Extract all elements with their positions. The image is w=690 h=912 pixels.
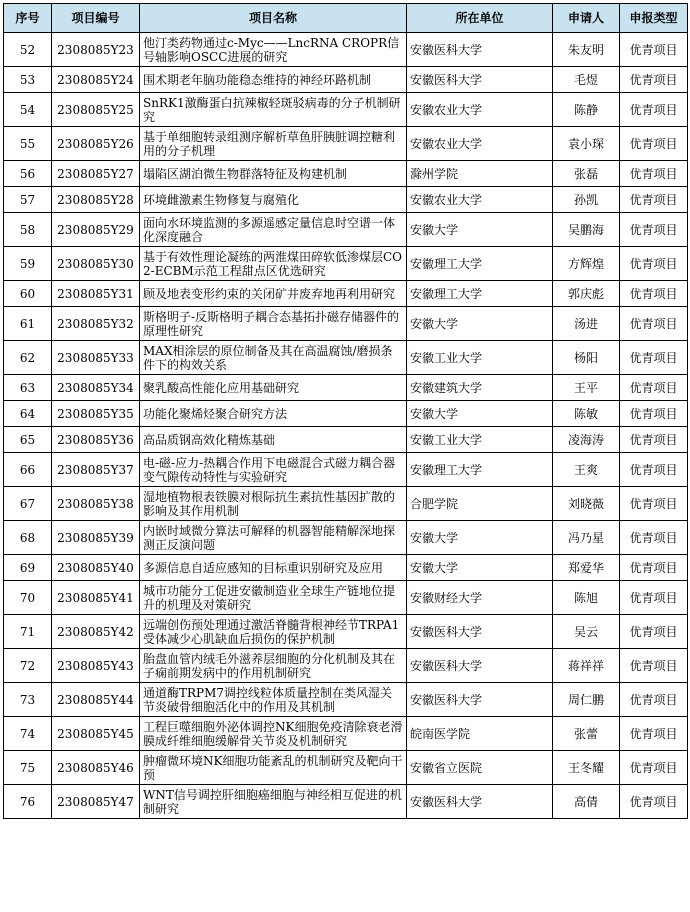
cell-applicant: 郭庆彪 [553,281,620,307]
header-project-name: 项目名称 [140,4,407,33]
cell-index: 73 [4,683,52,717]
cell-project-code: 2308085Y37 [52,453,140,487]
cell-unit: 安徽大学 [407,521,553,555]
cell-type: 优青项目 [620,307,688,341]
cell-unit: 安徽医科大学 [407,649,553,683]
cell-project-name: 通道酶TRPM7调控线粒体质量控制在类风湿关节炎破骨细胞活化中的作用及其机制 [140,683,407,717]
cell-type: 优青项目 [620,213,688,247]
cell-unit: 安徽医科大学 [407,615,553,649]
cell-applicant: 张磊 [553,161,620,187]
cell-type: 优青项目 [620,93,688,127]
header-applicant: 申请人 [553,4,620,33]
cell-unit: 安徽省立医院 [407,751,553,785]
cell-project-code: 2308085Y39 [52,521,140,555]
cell-type: 优青项目 [620,427,688,453]
cell-unit: 安徽理工大学 [407,281,553,307]
cell-index: 66 [4,453,52,487]
table-row [4,161,688,187]
cell-unit: 安徽医科大学 [407,67,553,93]
table-row [4,33,688,67]
cell-type: 优青项目 [620,33,688,67]
cell-project-code: 2308085Y45 [52,717,140,751]
table-row [4,751,688,785]
table-row [4,401,688,427]
cell-project-code: 2308085Y42 [52,615,140,649]
cell-applicant: 方辉煌 [553,247,620,281]
cell-applicant: 凌海涛 [553,427,620,453]
table-row [4,555,688,581]
cell-unit: 安徽医科大学 [407,785,553,819]
cell-type: 优青项目 [620,161,688,187]
cell-type: 优青项目 [620,67,688,93]
cell-index: 59 [4,247,52,281]
cell-unit: 安徽医科大学 [407,683,553,717]
cell-index: 62 [4,341,52,375]
table-row [4,427,688,453]
cell-index: 75 [4,751,52,785]
cell-index: 53 [4,67,52,93]
cell-project-code: 2308085Y44 [52,683,140,717]
cell-project-name: 围术期老年脑功能稳态维持的神经环路机制 [140,67,407,93]
cell-type: 优青项目 [620,581,688,615]
cell-unit: 安徽农业大学 [407,93,553,127]
table-row [4,649,688,683]
cell-index: 55 [4,127,52,161]
cell-unit: 合肥学院 [407,487,553,521]
cell-unit: 安徽理工大学 [407,247,553,281]
cell-unit: 安徽农业大学 [407,187,553,213]
cell-type: 优青项目 [620,683,688,717]
table-row [4,127,688,161]
cell-project-name: 高品质钢高效化精炼基础 [140,427,407,453]
cell-project-name: 他汀类药物通过c-Myc——LncRNA CROPR信号轴影响OSCC进展的研究 [140,33,407,67]
header-project-code: 项目编号 [52,4,140,33]
table-row [4,521,688,555]
cell-project-code: 2308085Y26 [52,127,140,161]
cell-type: 优青项目 [620,187,688,213]
table-row [4,307,688,341]
cell-applicant: 袁小琛 [553,127,620,161]
cell-type: 优青项目 [620,341,688,375]
cell-project-code: 2308085Y33 [52,341,140,375]
cell-unit: 安徽医科大学 [407,33,553,67]
cell-applicant: 蒋祥祥 [553,649,620,683]
cell-unit: 安徽工业大学 [407,341,553,375]
cell-type: 优青项目 [620,615,688,649]
cell-project-name: 顾及地表变形约束的关闭矿井废弃地再利用研究 [140,281,407,307]
table-row [4,187,688,213]
table-row [4,375,688,401]
cell-unit: 皖南医学院 [407,717,553,751]
cell-project-code: 2308085Y38 [52,487,140,521]
cell-type: 优青项目 [620,521,688,555]
cell-project-name: 功能化聚烯烃聚合研究方法 [140,401,407,427]
table-header-row [4,4,688,33]
cell-applicant: 杨阳 [553,341,620,375]
table-row [4,341,688,375]
cell-index: 61 [4,307,52,341]
cell-project-name: 环境雌激素生物修复与腐殖化 [140,187,407,213]
table-row [4,785,688,819]
cell-type: 优青项目 [620,401,688,427]
table-row [4,453,688,487]
cell-project-code: 2308085Y32 [52,307,140,341]
table-row [4,213,688,247]
cell-type: 优青项目 [620,375,688,401]
cell-project-name: 湿地植物根表铁膜对根际抗生素抗性基因扩散的影响及其作用机制 [140,487,407,521]
cell-project-name: 电-磁-应力-热耦合作用下电磁混合式磁力耦合器变气隙传动特性与实验研究 [140,453,407,487]
cell-project-code: 2308085Y35 [52,401,140,427]
cell-project-code: 2308085Y28 [52,187,140,213]
cell-index: 52 [4,33,52,67]
cell-unit: 安徽大学 [407,213,553,247]
cell-unit: 安徽大学 [407,401,553,427]
cell-applicant: 陈静 [553,93,620,127]
cell-index: 54 [4,93,52,127]
cell-project-name: 斯格明子-反斯格明子耦合态基拓扑磁存储器件的原理性研究 [140,307,407,341]
cell-project-name: SnRK1激酶蛋白抗辣椒轻斑驳病毒的分子机制研究 [140,93,407,127]
cell-applicant: 孙凯 [553,187,620,213]
cell-index: 63 [4,375,52,401]
header-index: 序号 [4,4,52,33]
cell-type: 优青项目 [620,717,688,751]
cell-project-name: 肿瘤微环境NK细胞功能紊乱的机制研究及靶向干预 [140,751,407,785]
cell-unit: 安徽农业大学 [407,127,553,161]
cell-unit: 安徽工业大学 [407,427,553,453]
cell-type: 优青项目 [620,487,688,521]
cell-project-name: 面向水环境监测的多源遥感定量信息时空谱一体化深度融合 [140,213,407,247]
cell-type: 优青项目 [620,785,688,819]
cell-project-code: 2308085Y36 [52,427,140,453]
cell-applicant: 吴鹏海 [553,213,620,247]
cell-project-code: 2308085Y24 [52,67,140,93]
cell-index: 70 [4,581,52,615]
cell-index: 72 [4,649,52,683]
cell-index: 68 [4,521,52,555]
table-row [4,487,688,521]
cell-index: 60 [4,281,52,307]
cell-unit: 安徽财经大学 [407,581,553,615]
cell-index: 65 [4,427,52,453]
cell-index: 58 [4,213,52,247]
cell-applicant: 冯乃星 [553,521,620,555]
cell-project-name: 胎盘血管内绒毛外滋养层细胞的分化机制及其在子痫前期发病中的作用机制研究 [140,649,407,683]
cell-project-name: 聚乳酸高性能化应用基础研究 [140,375,407,401]
table-row [4,247,688,281]
cell-applicant: 郑爱华 [553,555,620,581]
cell-type: 优青项目 [620,281,688,307]
cell-project-name: WNT信号调控肝细胞癌细胞与神经相互促进的机制研究 [140,785,407,819]
cell-project-name: 内嵌时域微分算法可解释的机器智能精解深地探测正反演问题 [140,521,407,555]
cell-index: 74 [4,717,52,751]
cell-unit: 安徽大学 [407,307,553,341]
cell-applicant: 陈敏 [553,401,620,427]
cell-applicant: 吴云 [553,615,620,649]
cell-project-code: 2308085Y43 [52,649,140,683]
cell-project-name: 基于单细胞转录组测序解析草鱼肝胰脏调控糖利用的分子机理 [140,127,407,161]
cell-type: 优青项目 [620,751,688,785]
cell-type: 优青项目 [620,247,688,281]
cell-project-code: 2308085Y31 [52,281,140,307]
cell-project-code: 2308085Y23 [52,33,140,67]
cell-unit: 滁州学院 [407,161,553,187]
cell-applicant: 朱友明 [553,33,620,67]
cell-unit: 安徽大学 [407,555,553,581]
cell-index: 56 [4,161,52,187]
cell-unit: 安徽理工大学 [407,453,553,487]
table-row [4,717,688,751]
cell-index: 64 [4,401,52,427]
table-row [4,581,688,615]
header-type: 申报类型 [620,4,688,33]
cell-applicant: 毛煜 [553,67,620,93]
cell-applicant: 王平 [553,375,620,401]
cell-project-name: 工程巨噬细胞外泌体调控NK细胞免疫清除衰老滑膜成纤维细胞缓解骨关节炎及机制研究 [140,717,407,751]
cell-index: 57 [4,187,52,213]
table-row [4,67,688,93]
cell-project-code: 2308085Y46 [52,751,140,785]
cell-project-code: 2308085Y40 [52,555,140,581]
table-row [4,281,688,307]
cell-project-name: 多源信息自适应感知的目标重识别研究及应用 [140,555,407,581]
cell-applicant: 周仁鹏 [553,683,620,717]
cell-project-code: 2308085Y41 [52,581,140,615]
table-row [4,93,688,127]
cell-type: 优青项目 [620,555,688,581]
cell-project-name: 远端创伤预处理通过激活脊髓背根神经节TRPA1受体减少心肌缺血后损伤的保护机制 [140,615,407,649]
cell-unit: 安徽建筑大学 [407,375,553,401]
header-unit: 所在单位 [407,4,553,33]
project-table [3,3,688,819]
cell-applicant: 王冬耀 [553,751,620,785]
cell-applicant: 张蕾 [553,717,620,751]
cell-project-code: 2308085Y47 [52,785,140,819]
cell-applicant: 陈旭 [553,581,620,615]
cell-index: 69 [4,555,52,581]
cell-project-code: 2308085Y34 [52,375,140,401]
cell-project-code: 2308085Y30 [52,247,140,281]
cell-project-code: 2308085Y25 [52,93,140,127]
cell-index: 76 [4,785,52,819]
cell-project-name: 基于有效性理论凝练的两淮煤田碎软低渗煤层CO2-ECBM示范工程甜点区优选研究 [140,247,407,281]
cell-applicant: 刘晓薇 [553,487,620,521]
cell-project-name: 塌陷区湖泊微生物群落特征及构建机制 [140,161,407,187]
table-row [4,615,688,649]
cell-project-name: MAX相涂层的原位制备及其在高温腐蚀/磨损条件下的构效关系 [140,341,407,375]
cell-project-code: 2308085Y27 [52,161,140,187]
cell-applicant: 汤进 [553,307,620,341]
cell-applicant: 高倩 [553,785,620,819]
cell-index: 67 [4,487,52,521]
table-row [4,683,688,717]
cell-type: 优青项目 [620,649,688,683]
cell-index: 71 [4,615,52,649]
cell-project-code: 2308085Y29 [52,213,140,247]
cell-type: 优青项目 [620,453,688,487]
cell-applicant: 王爽 [553,453,620,487]
cell-project-name: 城市功能分工促进安徽制造业全球生产链地位提升的机理及对策研究 [140,581,407,615]
cell-type: 优青项目 [620,127,688,161]
